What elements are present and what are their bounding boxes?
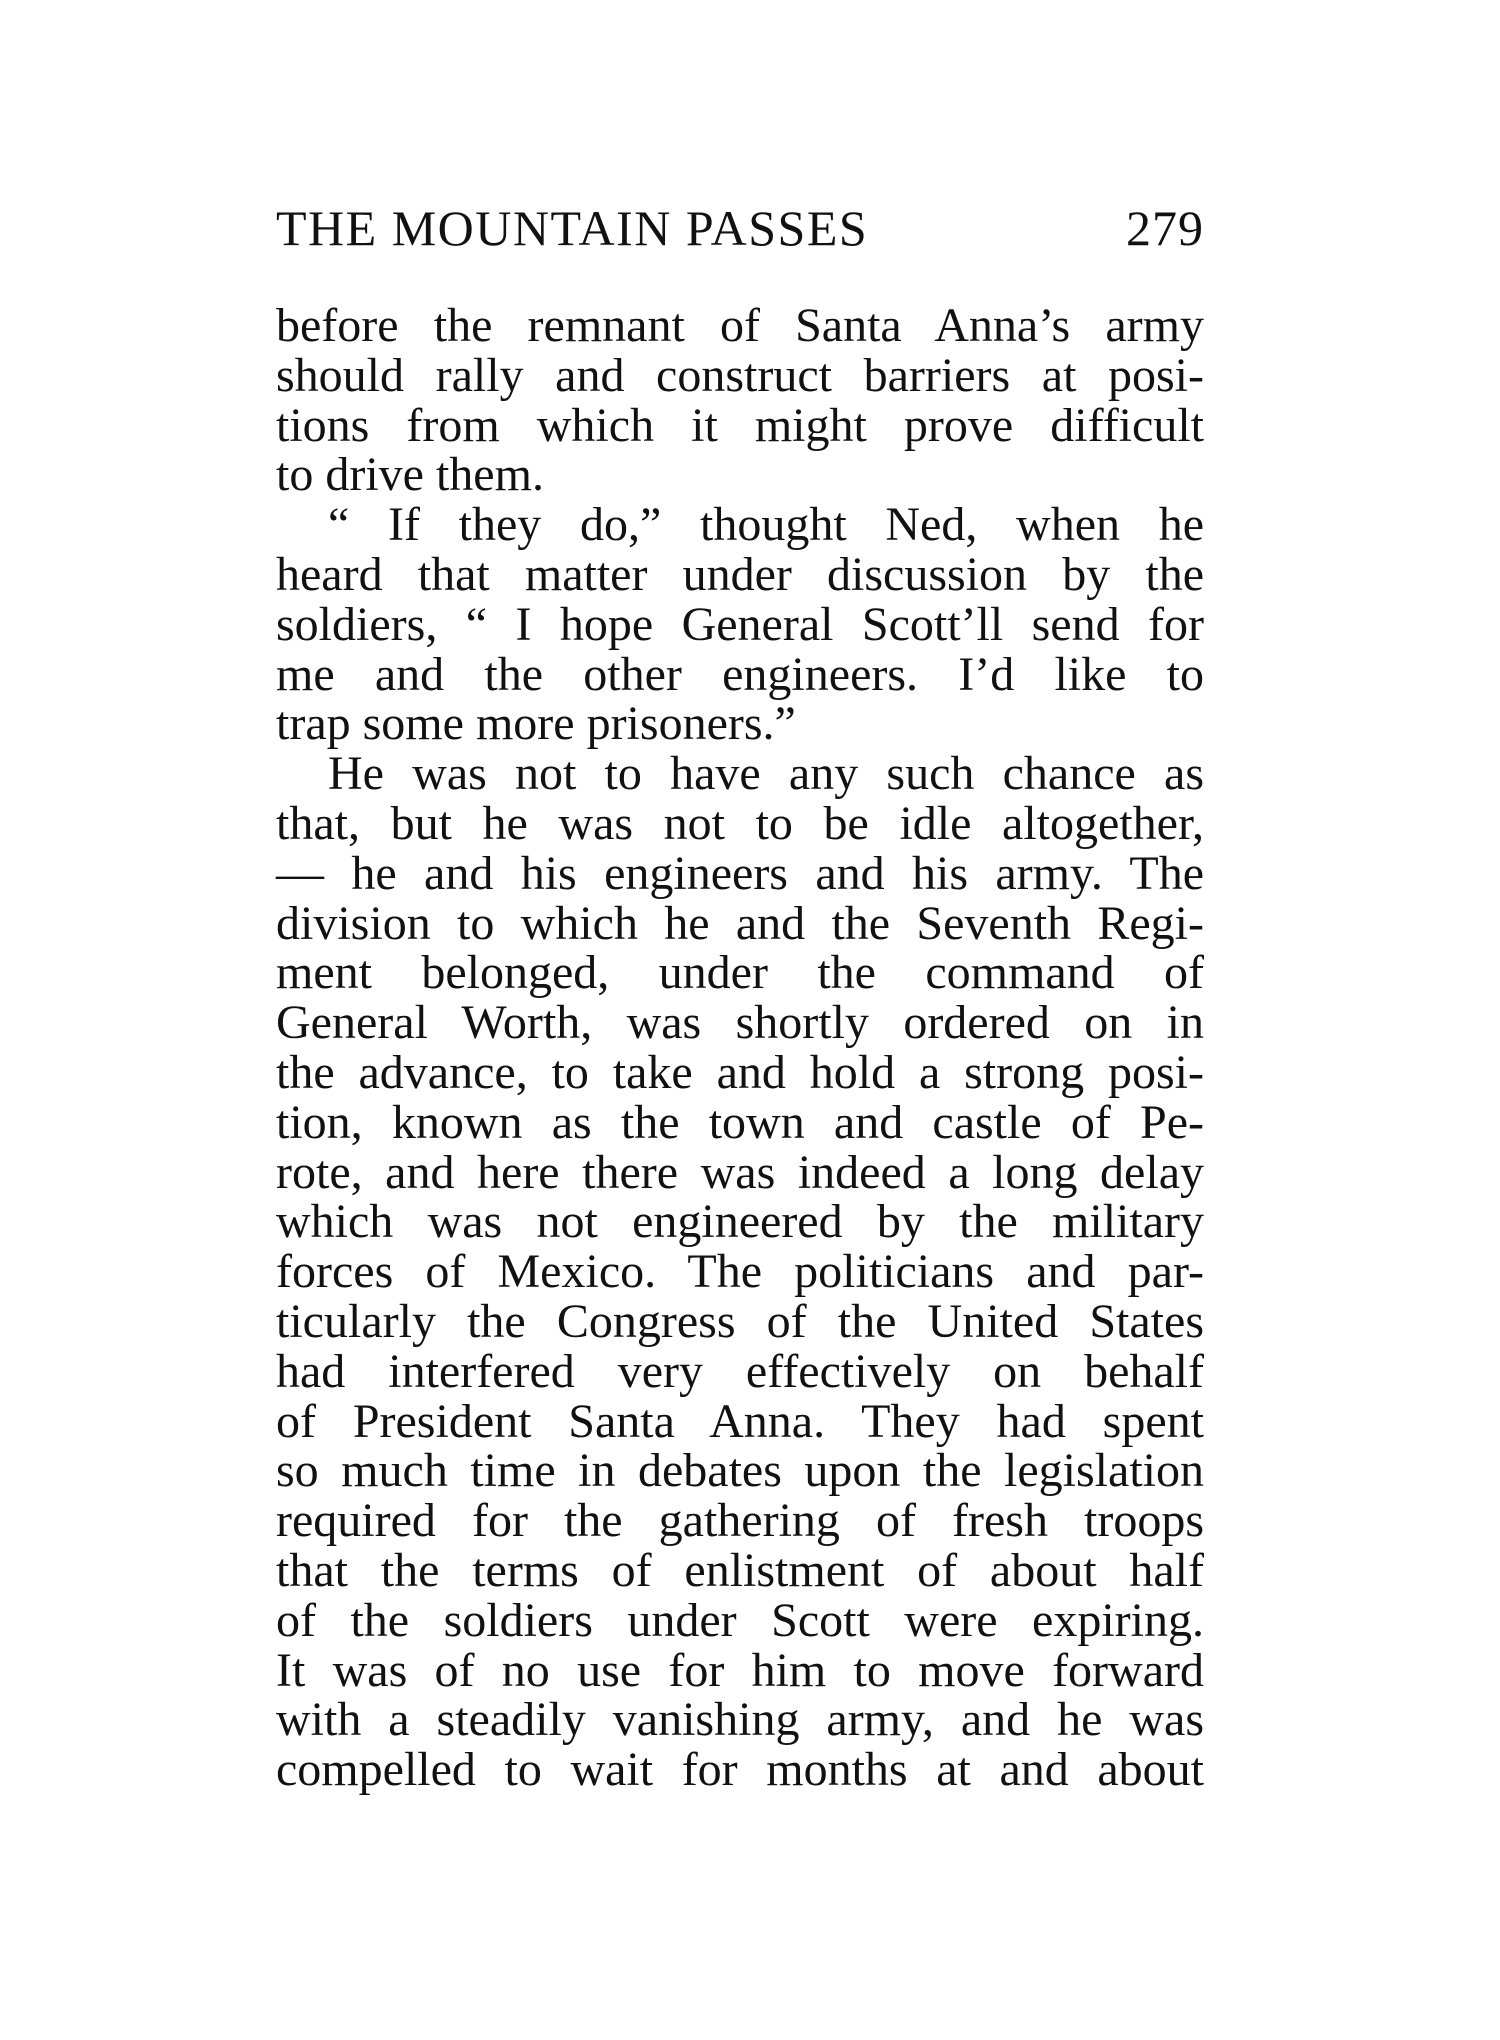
text-line: It was of no use for him to move forward (276, 1643, 1204, 1697)
text-line: of President Santa Anna. They had spent (276, 1394, 1204, 1448)
text-line: trap some more prisoners.” (276, 697, 796, 751)
running-head (276, 193, 1204, 263)
text-line: the advance, to take and hold a strong posi- (276, 1045, 1204, 1099)
text-line: so much time in debates upon the legislation (276, 1444, 1204, 1498)
text-line: — he and his engineers and his army. The (276, 846, 1204, 900)
text-line: heard that matter under discussion by the (276, 547, 1204, 601)
text-line: before the remnant of Santa Anna’s army (276, 299, 1204, 352)
text-line: division to which he and the Seventh Regi- (276, 896, 1204, 950)
text-line: tions from which it might prove difficult (276, 398, 1204, 452)
text-line: which was not engineered by the military (276, 1195, 1204, 1249)
text-line: soldiers, “ I hope General Scott’ll send for (276, 597, 1204, 651)
text-line: forces of Mexico. The politicians and par- (276, 1245, 1204, 1299)
text-line: compelled to wait for months at and about (276, 1743, 1204, 1797)
body-text (276, 301, 1204, 1795)
text-line: of the soldiers under Scott were expiring. (276, 1593, 1204, 1647)
text-line: rote, and here there was indeed a long delay (276, 1145, 1204, 1199)
page-number: 279 (1126, 200, 1204, 256)
text-line: ment belonged, under the command of (276, 946, 1204, 1000)
text-line: with a steadily vanishing army, and he was (276, 1693, 1204, 1747)
text-line: had interfered very effectively on behalf (276, 1344, 1204, 1398)
text-line: tion, known as the town and castle of Pe- (276, 1095, 1204, 1149)
text-line: “ If they do,” thought Ned, when he (328, 498, 1204, 552)
text-line: General Worth, was shortly ordered on in (276, 996, 1204, 1050)
text-line: me and the other engineers. I’d like to (276, 647, 1204, 701)
text-line: He was not to have any such chance as (328, 747, 1204, 801)
text-line: that, but he was not to be idle altogether, (276, 796, 1204, 850)
text-line: should rally and construct barriers at posi- (276, 348, 1204, 402)
running-title: THE MOUNTAIN PASSES (276, 200, 869, 256)
text-line: that the terms of enlistment of about half (276, 1543, 1204, 1597)
text-line: ticularly the Congress of the United States (276, 1294, 1204, 1348)
text-line: required for the gathering of fresh troops (276, 1494, 1204, 1548)
text-line: to drive them. (276, 448, 544, 502)
